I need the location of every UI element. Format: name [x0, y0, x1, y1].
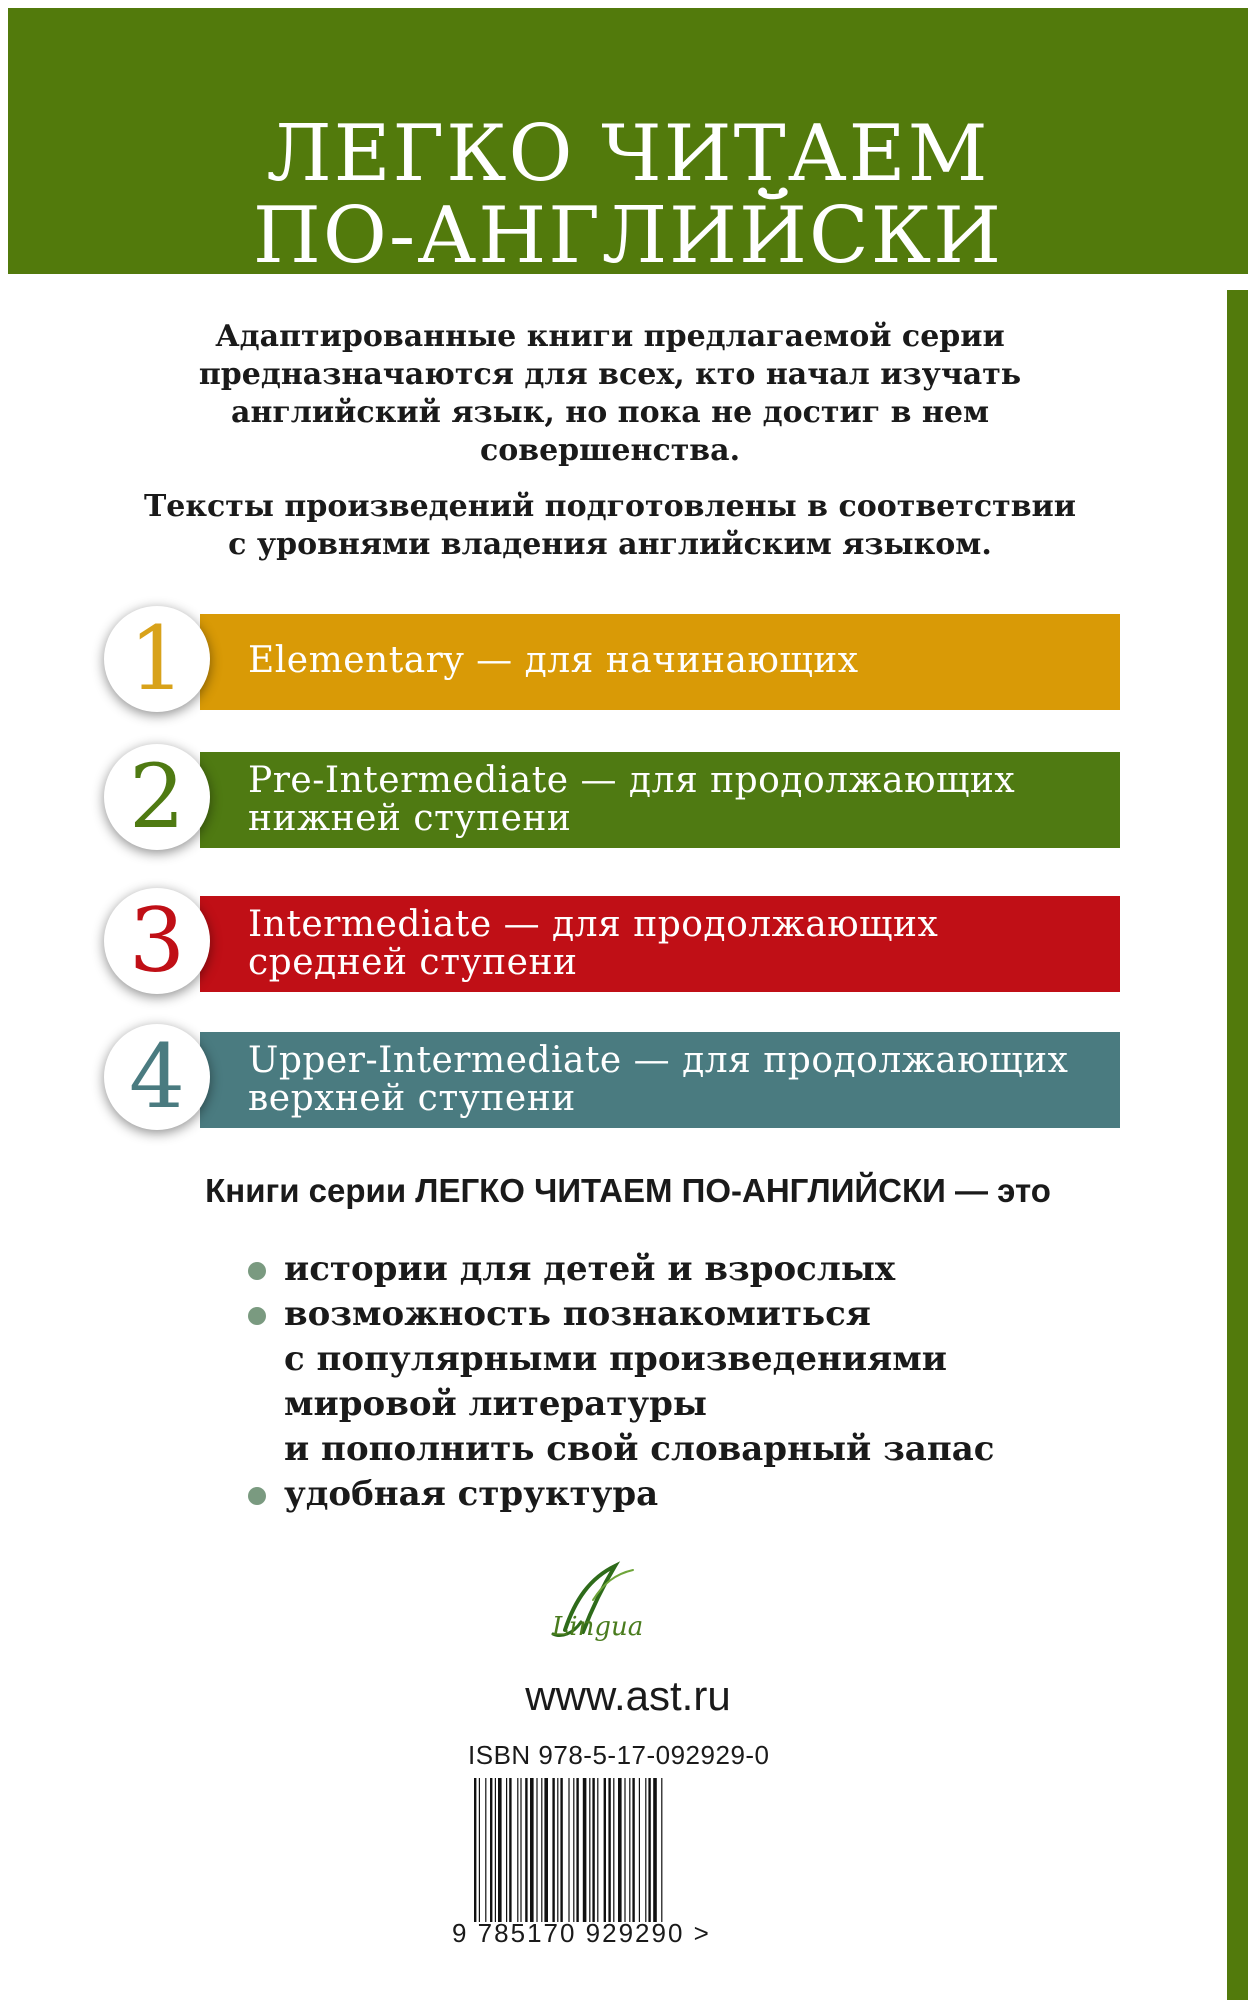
intro-line: с уровнями владения английским языком. — [228, 527, 992, 562]
level-label-line: нижней ступени — [248, 798, 572, 839]
level-number-badge: 3 — [104, 888, 210, 994]
barcode-digits: 9 785170 929290 > — [452, 1918, 711, 1948]
feature-line: мировой литературы — [284, 1384, 707, 1424]
intro-line: предназначаются для всех, кто начал изучать — [198, 357, 1022, 392]
feature-line: истории для детей и взрослых — [284, 1249, 896, 1289]
level-label — [248, 762, 1108, 838]
intro-text — [100, 318, 1120, 564]
series-summary-line: Книги серии ЛЕГКО ЧИТАЕМ ПО-АНГЛИЙСКИ — это — [205, 1172, 1051, 1209]
level-item-3 — [100, 884, 1120, 1004]
level-number-badge: 2 — [104, 744, 210, 850]
feature-line: с популярными произведениями — [284, 1339, 947, 1379]
feature-line: возможность познакомиться — [284, 1294, 871, 1334]
level-label-line: Elementary — для начинающих — [248, 640, 859, 681]
barcode-icon — [472, 1778, 720, 1922]
intro-paragraph-2 — [100, 488, 1120, 564]
level-label-line: средней ступени — [248, 942, 578, 983]
level-number-badge: 4 — [104, 1024, 210, 1130]
header-band — [8, 8, 1248, 281]
series-title-line-2: ПО-АНГЛИЙСКИ — [252, 191, 1004, 281]
intro-line: Тексты произведений подготовлены в соответствии — [143, 489, 1077, 524]
level-label-line: Upper-Intermediate — для продолжающих — [248, 1040, 1069, 1081]
website-url: www.ast.ru — [525, 1672, 731, 1719]
series-title-line-1: ЛЕГКО ЧИТАЕМ — [266, 109, 990, 199]
level-label-line: Intermediate — для продолжающих — [248, 904, 939, 945]
level-label-line: верхней ступени — [248, 1078, 576, 1119]
level-label — [248, 906, 1108, 982]
feature-item — [248, 1292, 1108, 1472]
level-item-4 — [100, 1020, 1120, 1140]
isbn-number: ISBN 978-5-17-092929-0 — [468, 1740, 770, 1770]
intro-paragraph-1 — [100, 318, 1120, 470]
feature-item — [248, 1472, 1108, 1517]
level-label — [248, 1042, 1108, 1118]
level-label — [248, 642, 1108, 680]
level-item-1 — [100, 602, 1120, 722]
level-number-badge: 1 — [104, 606, 210, 712]
intro-line: английский язык, но пока не достиг в нем — [231, 395, 989, 430]
intro-line: Адаптированные книги предлагаемой серии — [215, 319, 1005, 354]
intro-line: совершенства. — [479, 433, 741, 468]
level-item-2 — [100, 740, 1120, 860]
series-title — [8, 109, 1248, 281]
feature-list — [248, 1247, 1108, 1517]
publisher-logo-text: Lingua — [552, 1612, 644, 1642]
bullet-dot-icon — [248, 1487, 266, 1505]
feature-line: удобная структура — [284, 1474, 659, 1514]
level-label-line: Pre-Intermediate — для продолжающих — [248, 760, 1016, 801]
bullet-dot-icon — [248, 1307, 266, 1325]
bullet-dot-icon — [248, 1262, 266, 1280]
feature-line: и пополнить свой словарный запас — [284, 1429, 995, 1469]
feature-item — [248, 1247, 1108, 1292]
side-green-bar — [1227, 290, 1248, 2000]
